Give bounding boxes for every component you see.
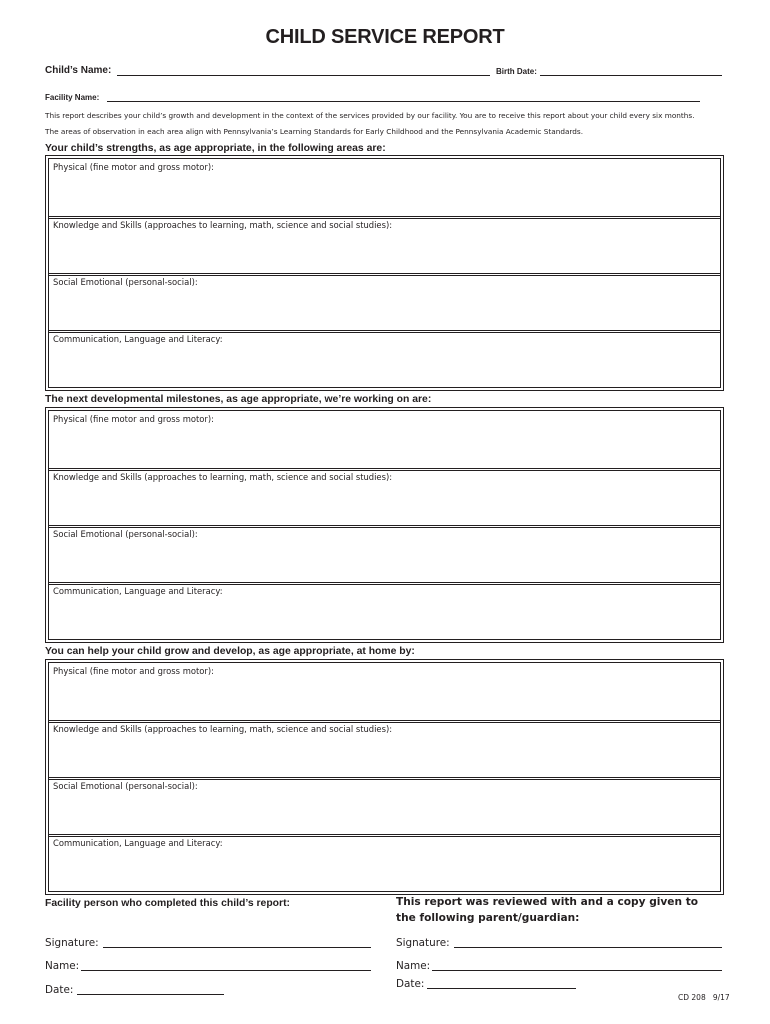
- section-strengths-heading: Your child’s strengths, as age appropriate, in the following areas are:: [45, 143, 386, 154]
- page-title: CHILD SERVICE REPORT: [265, 26, 505, 48]
- milestones-physical-field[interactable]: [49, 411, 720, 468]
- milestones-social-field[interactable]: [49, 525, 720, 582]
- home-social-field[interactable]: [49, 777, 720, 834]
- strengths-physical-field[interactable]: [49, 159, 720, 216]
- facility-name-field[interactable]: [107, 101, 700, 102]
- strengths-grid: [45, 155, 724, 391]
- strengths-social-field[interactable]: [49, 273, 720, 330]
- parent-name-field[interactable]: [432, 970, 722, 971]
- birth-date-field[interactable]: [540, 75, 722, 76]
- strengths-communication-field[interactable]: [49, 330, 720, 389]
- area-label: Communication, Language and Literacy:: [53, 838, 223, 848]
- childs-name-label: Child’s Name:: [45, 65, 112, 76]
- strengths-knowledge-field[interactable]: [49, 216, 720, 273]
- facility-name-label: Facility Name:: [45, 93, 100, 102]
- home-communication-field[interactable]: [49, 834, 720, 893]
- milestones-communication-field[interactable]: [49, 582, 720, 641]
- parent-review-heading: [396, 894, 698, 926]
- birth-date-label: Birth Date:: [496, 67, 537, 76]
- area-label: Physical (fine motor and gross motor):: [53, 666, 214, 676]
- facility-signature-label: Signature:: [45, 937, 99, 949]
- section-milestones-heading: The next developmental milestones, as age appropriate, we’re working on are:: [45, 394, 432, 405]
- area-label: Social Emotional (personal-social):: [53, 781, 198, 791]
- home-grid: [45, 659, 724, 895]
- facility-signature-field[interactable]: [103, 947, 371, 948]
- form-code: CD 208 9/17: [678, 993, 730, 1002]
- facility-person-name-field[interactable]: [81, 970, 371, 971]
- facility-person-heading: Facility person who completed this child’s report:: [45, 898, 290, 909]
- section-home-heading: You can help your child grow and develop, as age appropriate, at home by:: [45, 646, 415, 657]
- area-label: Physical (fine motor and gross motor):: [53, 162, 214, 172]
- parent-date-field[interactable]: [427, 988, 576, 989]
- milestones-grid: [45, 407, 724, 643]
- intro-text-line1: This report describes your child’s growth and development in the context of the services provided by our facility. You are to receive this report about your child every six months.: [45, 111, 695, 120]
- parent-review-heading-line2: the following parent/guardian:: [396, 912, 580, 924]
- parent-name-label: Name:: [396, 960, 431, 972]
- milestones-knowledge-field[interactable]: [49, 468, 720, 525]
- area-label: Knowledge and Skills (approaches to learning, math, science and social studies):: [53, 220, 393, 230]
- area-label: Knowledge and Skills (approaches to learning, math, science and social studies):: [53, 472, 393, 482]
- parent-signature-field[interactable]: [454, 947, 722, 948]
- facility-name-label-2: Name:: [45, 960, 80, 972]
- intro-text-line2: The areas of observation in each area align with Pennsylvania’s Learning Standards for Early Childhood and the Pennsylvania Academic Standards.: [45, 127, 584, 136]
- facility-date-label: Date:: [45, 984, 74, 996]
- home-physical-field[interactable]: [49, 663, 720, 720]
- area-label: Physical (fine motor and gross motor):: [53, 414, 214, 424]
- area-label: Knowledge and Skills (approaches to learning, math, science and social studies):: [53, 724, 393, 734]
- area-label: Communication, Language and Literacy:: [53, 334, 223, 344]
- parent-date-label: Date:: [396, 978, 425, 990]
- area-label: Communication, Language and Literacy:: [53, 586, 223, 596]
- area-label: Social Emotional (personal-social):: [53, 277, 198, 287]
- childs-name-field[interactable]: [117, 75, 490, 76]
- home-knowledge-field[interactable]: [49, 720, 720, 777]
- area-label: Social Emotional (personal-social):: [53, 529, 198, 539]
- parent-review-heading-line1: This report was reviewed with and a copy given to: [396, 896, 699, 908]
- facility-date-field[interactable]: [77, 994, 224, 995]
- parent-signature-label: Signature:: [396, 937, 450, 949]
